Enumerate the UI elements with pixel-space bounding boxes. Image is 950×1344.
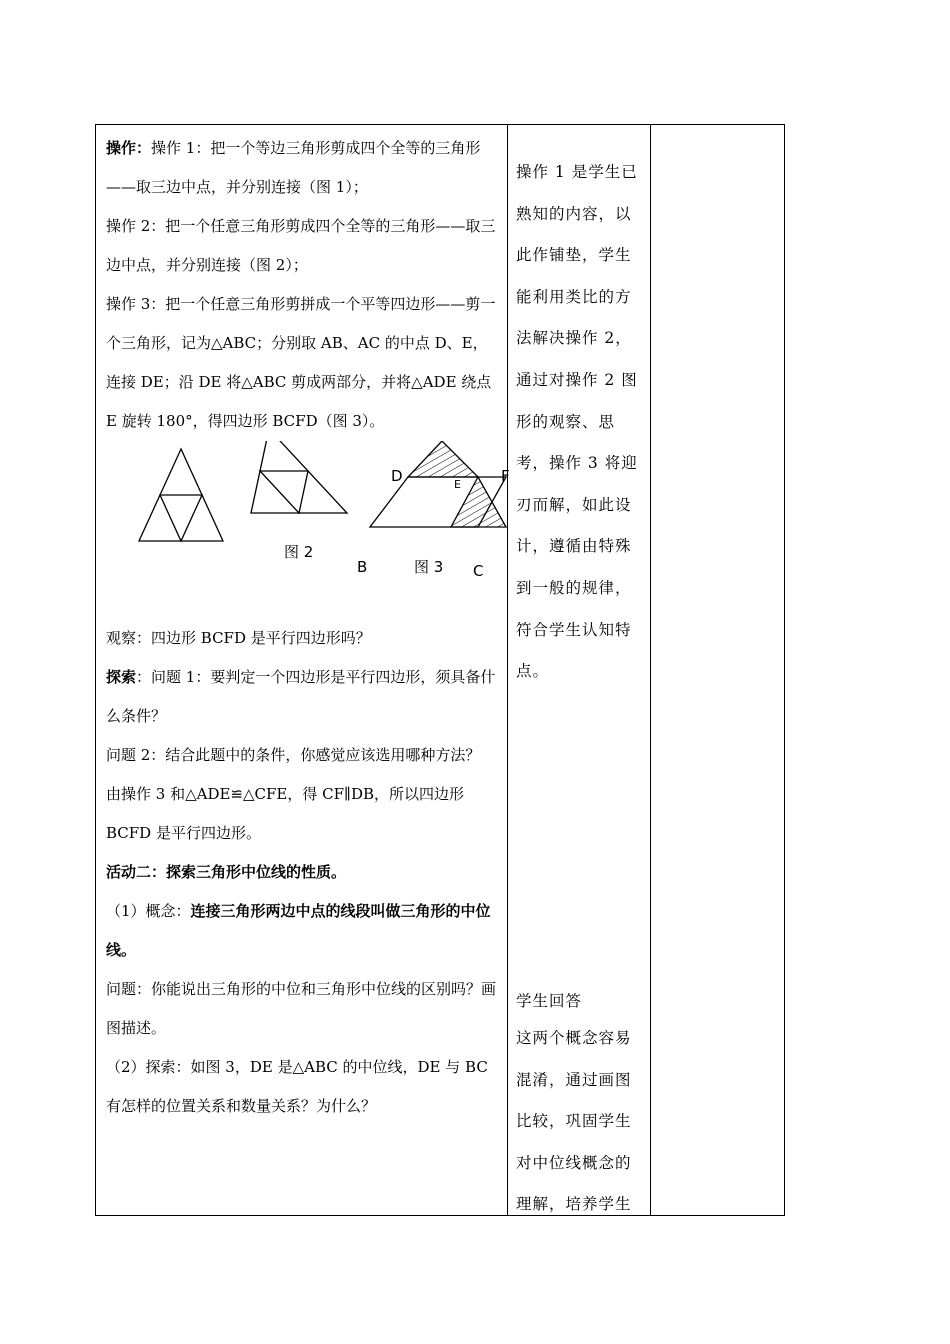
observation: 观察：四边形 BCFD 是平行四边形吗？ xyxy=(106,629,371,647)
figure-2-triangle xyxy=(251,441,347,513)
point-label-b: B xyxy=(357,558,368,576)
figures-drawing xyxy=(106,441,511,619)
operation-1: 操作：操作 1：把一个等边三角形剪成四个全等的三角形——取三边中点，并分别连接（图 1）； xyxy=(106,139,481,196)
explore-2: （2）探索：如图 3，DE 是△ABC 的中位线，DE 与 BC 有怎样的位置关系和数量关系？为什么？ xyxy=(106,1058,488,1115)
point-label-d: D xyxy=(391,467,403,485)
design-note-2-title: 学生回答 xyxy=(516,992,583,1010)
point-label-f: F xyxy=(501,467,510,485)
point-label-c: C xyxy=(473,562,484,580)
lesson-table xyxy=(95,124,785,1216)
point-label-e: E xyxy=(454,478,461,491)
lesson-content xyxy=(106,129,510,1126)
operation-3: 操作 3：把一个任意三角形剪拼成一个平等四边形——剪一个三角形，记为△ABC；分别取 AB、AC 的中点 D、E，连接 DE；沿 DE 将△ABC 剪成两部分，并将△ADE 绕点 E 旋转 180°，得四边形 BCFD（图 3）。 xyxy=(106,295,496,430)
activity-2-heading: 活动二：探索三角形中位线的性质。 xyxy=(106,863,347,881)
explore-question-2: 问题 2：结合此题中的条件，你感觉应该选用哪种方法？ xyxy=(106,746,481,764)
operation-2: 操作 2：把一个任意三角形剪成四个全等的三角形——取三边中点，并分别连接（图 2）； xyxy=(106,217,496,274)
figures-area xyxy=(106,441,510,619)
concept: （1）概念：连接三角形两边中点的线段叫做三角形的中位线。 xyxy=(106,902,491,959)
design-note-1: 操作 1 是学生已熟知的内容，以此作铺垫，学生能利用类比的方法解决操作 2，通过对操作 2 图形的观察、思考，操作 3 将迎刃而解，如此设计，遵循由特殊到一般的规律，符合学生认知特点。 xyxy=(516,163,638,681)
design-note-2: 这两个概念容易混淆，通过画图比较，巩固学生对中位线概念的理解，培养学生 xyxy=(516,1029,632,1214)
fig3-caption: 图 3 xyxy=(414,558,444,576)
fig2-caption: 图 2 xyxy=(284,543,314,561)
column-divider xyxy=(650,125,651,1215)
explore-question-1: 探索：问题 1：要判定一个四边形是平行四边形，须具备什么条件？ xyxy=(106,668,496,725)
conclusion: 由操作 3 和△ADE≌△CFE，得 CF∥DB，所以四边形 BCFD 是平行四边形。 xyxy=(106,785,464,842)
column-divider xyxy=(507,125,508,1215)
question: 问题：你能说出三角形的中位和三角形中位线的区别吗？画图描述。 xyxy=(106,980,497,1037)
figure-1-equilateral xyxy=(139,449,223,541)
